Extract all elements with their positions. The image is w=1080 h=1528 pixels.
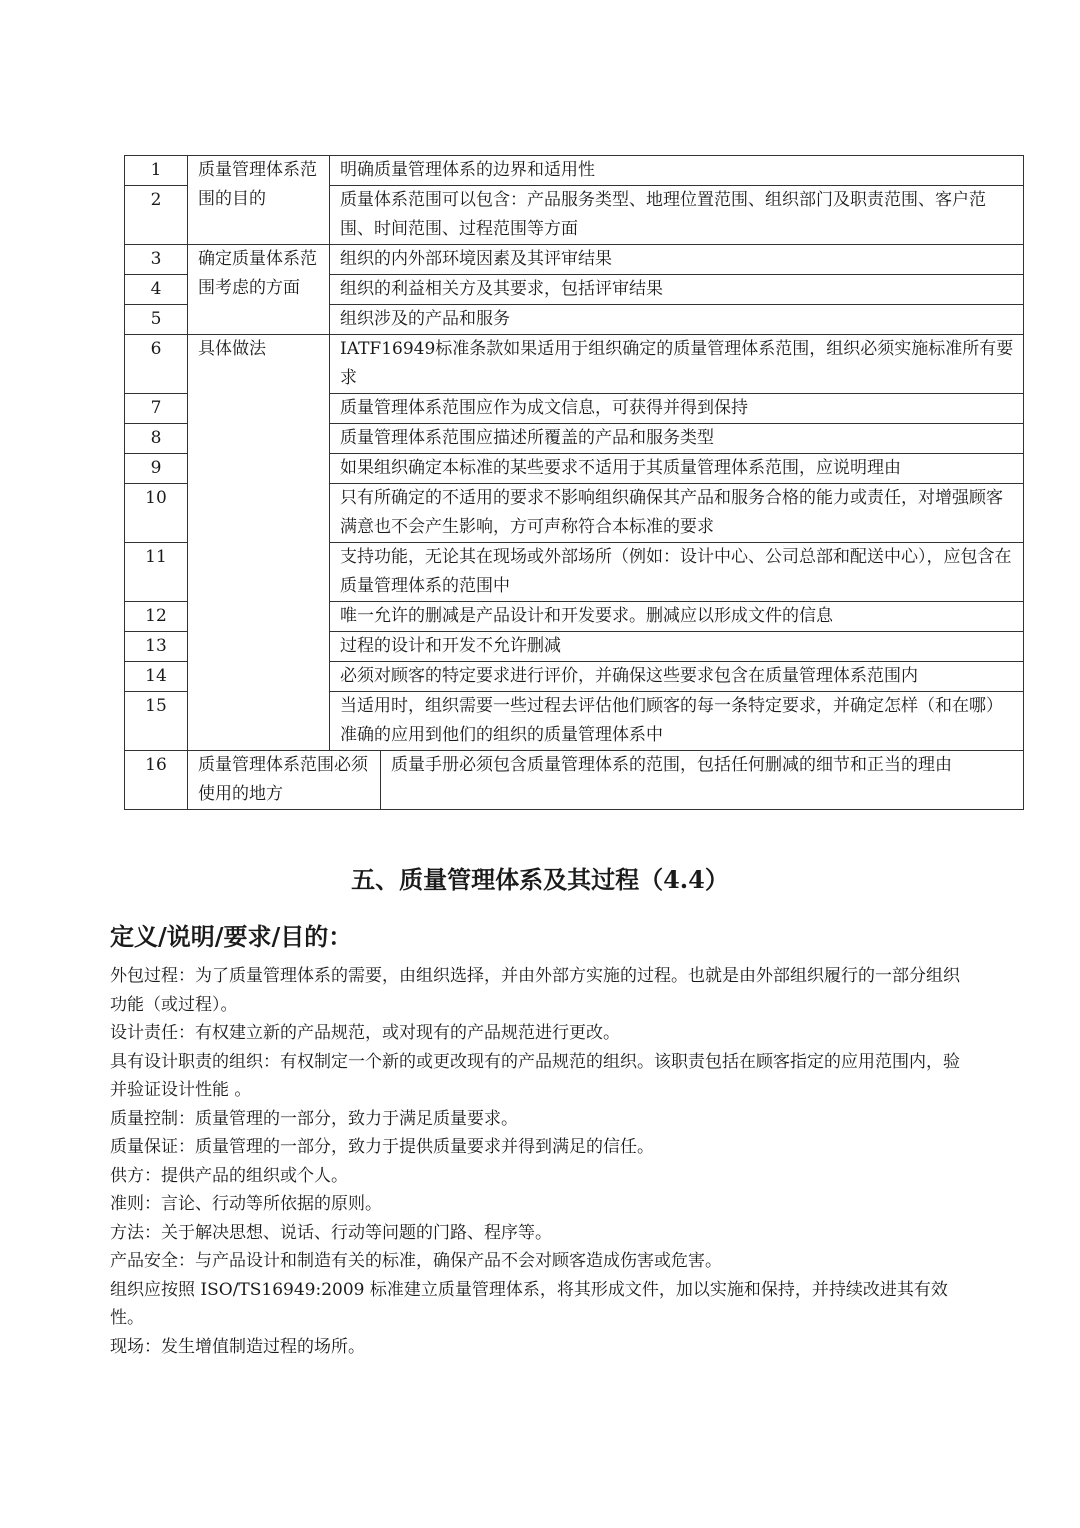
row-text: 只有所确定的不适用的要求不影响组织确保其产品和服务合格的能力或责任，对增强顾客满意也不会产生影响，方可声称符合本标准的要求 bbox=[330, 484, 1024, 543]
row-text: 如果组织确定本标准的某些要求不适用于其质量管理体系范围，应说明理由 bbox=[330, 454, 1024, 484]
group-label: 具体做法 bbox=[188, 335, 330, 751]
row-text: 质量体系范围可以包含：产品服务类型、地理位置范围、组织部门及职责范围、客户范围、时间范围、过程范围等方面 bbox=[330, 186, 1024, 245]
definition-paragraph: 产品安全：与产品设计和制造有关的标准，确保产品不会对顾客造成伤害或危害。 bbox=[110, 1251, 722, 1271]
row-text: 过程的设计和开发不允许删减 bbox=[330, 632, 1024, 662]
table-row bbox=[125, 245, 1024, 275]
definition-paragraph: 质量保证：质量管理的一部分，致力于提供质量要求并得到满足的信任。 bbox=[110, 1137, 654, 1157]
definitions-list bbox=[110, 962, 972, 1361]
row-number: 16 bbox=[125, 751, 188, 810]
row-number: 4 bbox=[125, 275, 188, 305]
section-title: 五、质量管理体系及其过程（4.4） bbox=[351, 865, 729, 894]
row-text: 必须对顾客的特定要求进行评价，并确保这些要求包含在质量管理体系范围内 bbox=[330, 662, 1024, 692]
row-text: 质量手册必须包含质量管理体系的范围，包括任何删减的细节和正当的理由 bbox=[381, 751, 1024, 810]
scope-requirements-table bbox=[124, 155, 1024, 810]
definition-paragraph: 准则：言论、行动等所依据的原则。 bbox=[110, 1194, 382, 1214]
row-number: 9 bbox=[125, 454, 188, 484]
section-subheading: 定义/说明/要求/目的： bbox=[110, 922, 353, 951]
row-number: 6 bbox=[125, 335, 188, 394]
row-text: 组织涉及的产品和服务 bbox=[330, 305, 1024, 335]
row-text: 明确质量管理体系的边界和适用性 bbox=[330, 156, 1024, 186]
definition-paragraph: 设计责任：有权建立新的产品规范，或对现有的产品规范进行更改。 bbox=[110, 1023, 620, 1043]
row-number: 11 bbox=[125, 543, 188, 602]
row-number: 8 bbox=[125, 424, 188, 454]
row-text: IATF16949标准条款如果适用于组织确定的质量管理体系范围，组织必须实施标准所有要求 bbox=[330, 335, 1024, 394]
table-row bbox=[125, 156, 1024, 186]
definition-paragraph: 供方：提供产品的组织或个人。 bbox=[110, 1165, 348, 1186]
row-number: 10 bbox=[125, 484, 188, 543]
row-number: 3 bbox=[125, 245, 188, 275]
definition-paragraph: 现场：发生增值制造过程的场所。 bbox=[110, 1336, 365, 1357]
group-label: 确定质量体系范围考虑的方面 bbox=[188, 245, 330, 335]
definition-paragraph: 质量控制：质量管理的一部分，致力于满足质量要求。 bbox=[110, 1108, 518, 1129]
row-text: 质量管理体系范围应描述所覆盖的产品和服务类型 bbox=[330, 424, 1024, 454]
row-text: 当适用时，组织需要一些过程去评估他们顾客的每一条特定要求，并确定怎样（和在哪）准确的应用到他们的组织的质量管理体系中 bbox=[330, 692, 1024, 751]
definition-paragraph: 外包过程：为了质量管理体系的需要，由组织选择，并由外部方实施的过程。也就是由外部组织履行的一部分组织功能（或过程）。 bbox=[110, 966, 960, 1015]
row-number: 14 bbox=[125, 662, 188, 692]
row-text: 质量管理体系范围应作为成文信息，可获得并得到保持 bbox=[330, 394, 1024, 424]
row-text: 组织的利益相关方及其要求，包括评审结果 bbox=[330, 275, 1024, 305]
row-number: 7 bbox=[125, 394, 188, 424]
row-text: 组织的内外部环境因素及其评审结果 bbox=[330, 245, 1024, 275]
definition-paragraph: 方法：关于解决思想、说话、行动等问题的门路、程序等。 bbox=[110, 1222, 552, 1243]
row-text: 支持功能，无论其在现场或外部场所（例如：设计中心、公司总部和配送中心），应包含在质量管理体系的范围中 bbox=[330, 543, 1024, 602]
table-row bbox=[125, 751, 1024, 810]
row-number: 13 bbox=[125, 632, 188, 662]
row-number: 12 bbox=[125, 602, 188, 632]
row-number: 1 bbox=[125, 156, 188, 186]
row-number: 2 bbox=[125, 186, 188, 245]
row-text: 唯一允许的删减是产品设计和开发要求。删减应以形成文件的信息 bbox=[330, 602, 1024, 632]
row-number: 15 bbox=[125, 692, 188, 751]
group-label: 质量管理体系范围的目的 bbox=[188, 156, 330, 245]
row-number: 5 bbox=[125, 305, 188, 335]
table-row bbox=[125, 335, 1024, 394]
definition-paragraph: 组织应按照 ISO/TS16949:2009 标准建立质量管理体系，将其形成文件，加以实施和保持，并持续改进其有效性。 bbox=[110, 1279, 948, 1328]
definition-paragraph: 具有设计职责的组织：有权制定一个新的或更改现有的产品规范的组织。该职责包括在顾客指定的应用范围内，验并验证设计性能 。 bbox=[110, 1051, 960, 1100]
group-label: 质量管理体系范围必须使用的地方 bbox=[188, 751, 381, 810]
